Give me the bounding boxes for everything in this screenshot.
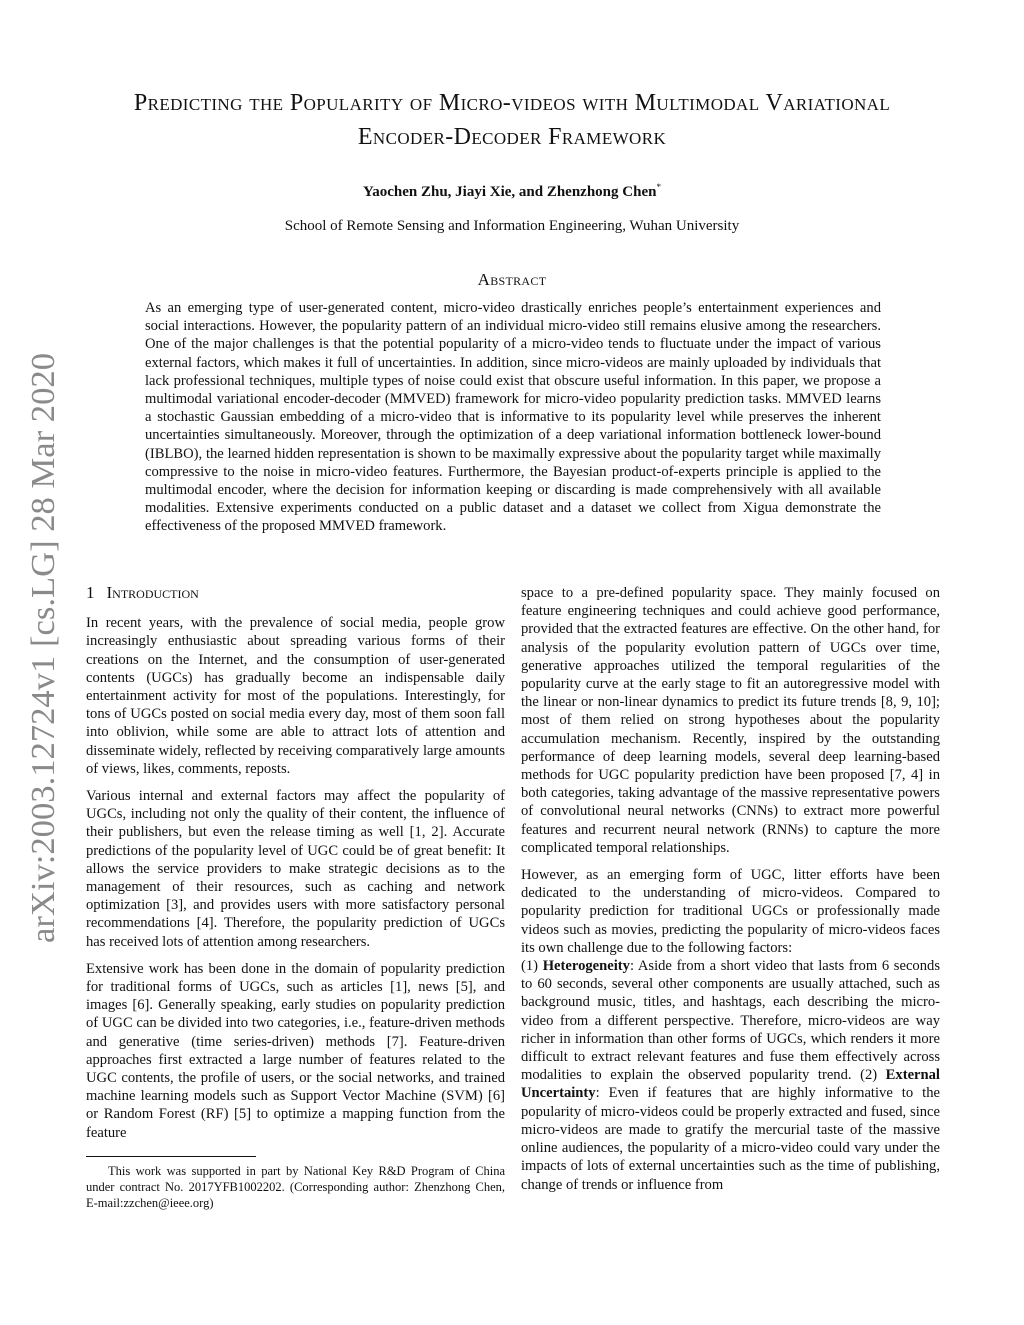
author-list — [70, 182, 954, 201]
section-number: 1 — [86, 583, 95, 602]
intro-paragraph-3: Extensive work has been done in the domain of popularity prediction for traditional forms of UGCs, such as articles [1], news [5], and images [6]. Generally speaking, early studies on popularity prediction of UGC can be divided into two categories, i.e., feature-driven methods and generative (time series-driven) methods [7]. Feature-driven approaches first extracted a large number of features related to the UGC contents, the profile of users, or the social networks, and trained machine learning models such as Support Vector Machine (SVM) [6] or Random Forest (RF) [5] to optimize a mapping function from the feature — [86, 960, 505, 1141]
intro-paragraph-5: However, as an emerging form of UGC, litter efforts have been dedicated to the understanding of micro-videos. Compared to popularity prediction for traditional UGCs or professionally made videos such as movies, predicting the popularity of micro-videos faces its own challenge due to the following factors: — [521, 867, 940, 956]
right-column — [521, 584, 940, 1203]
paper-title — [70, 86, 954, 154]
left-column — [86, 584, 505, 1220]
term-external-uncertainty: External Uncertainty — [521, 1067, 940, 1102]
section-title: Introduction — [106, 583, 199, 602]
footnote: This work was supported in part by National Key R&D Program of China under contract No. 2017YFB1002202. (Corresponding author: Zhenzhong Chen, E-mail:zzchen@ieee.org) — [86, 1163, 505, 1210]
section-heading — [86, 584, 505, 602]
factor-list-lead: (1) — [521, 958, 543, 975]
external-uncertainty-text: : Even if features that are highly informative to the popularity of micro-videos could be properly extracted and fused, since micro-videos are made to gratify the mercurial taste of the massive online audiences, the popularity of a micro-video could vary under the impacts of lots of external uncertainties such as the time of publishing, change of trends or influence from — [521, 1085, 940, 1193]
footnote-divider — [86, 1156, 256, 1157]
authors-text: Yaochen Zhu, Jiayi Xie, and Zhenzhong Chen — [363, 184, 657, 200]
heterogeneity-text: : Aside from a short video that lasts from 6 seconds to 60 seconds, several other components are usually attached, such as background music, titles, and hashtags, each describing the micro-video from a different perspective. Therefore, micro-videos are way richer in information than other forms of UGCs, which renders it more difficult to extract relevant features and fuse them effectively across modalities to explain the observed popularity trend. (2) — [521, 958, 941, 1084]
author-footnote-mark: * — [656, 182, 661, 192]
abstract-heading: Abstract — [477, 270, 547, 289]
title-line-1: Predicting the Popularity of Micro-videos with Multimodal Variational — [133, 90, 891, 116]
arxiv-identifier — [6, 348, 66, 948]
term-heterogeneity: Heterogeneity — [542, 958, 630, 975]
abstract-body: As an emerging type of user-generated content, micro-video drastically enriches people’s entertainment experiences and social interactions. However, the popularity pattern of an individual micro-video still remains elusive among the researchers. One of the major challenges is that the potential popularity of a micro-video tends to fluctuate under the impact of various external factors, which makes it full of uncertainties. In addition, since micro-videos are mainly uploaded by individuals that lack professional techniques, multiple types of noise could exist that obscure useful information. In this paper, we propose a multimodal variational encoder-decoder (MMVED) framework for micro-video popularity prediction tasks. MMVED learns a stochastic Gaussian embedding of a micro-video that is informative to its popularity level while preserves the inherent uncertainties simultaneously. Moreover, through the optimization of a deep variational information bottleneck lower-bound (IBLBO), the learned hidden representation is shown to be maximally expressive about the popularity target while maximally compressive to the noise in micro-video features. Furthermore, the Bayesian product-of-experts principle is applied to the multimodal encoder, where the decision for information keeping or discarding is made comprehensively with all available modalities. Extensive experiments conducted on a public dataset and a dataset we collect from Xigua demonstrate the effectiveness of the proposed MMVED framework. — [145, 300, 881, 535]
intro-paragraph-6 — [521, 957, 940, 1194]
intro-paragraph-4: space to a pre-defined popularity space. They mainly focused on feature engineering techniques and could achieve good performance, provided that the extracted features are effective. On the other hand, for analysis of the popularity evolution pattern of UGCs over time, generative approaches utilized the temporal regularities of the popularity curve at the early stage to fit an autoregressive model with the linear or non-linear dynamics to predict its future trends [8, 9, 10]; most of them relied on strong hypotheses about the popularity accumulation mechanism. Recently, inspired by the outstanding performance of deep learning models, several deep learning-based methods for UGC popularity prediction have been proposed [7, 4] in both categories, taking advantage of the massive representative powers of convolutional neural networks (CNNs) to extract more powerful features and recurrent neural network (RNNs) to capture the more complicated temporal relationships. — [521, 585, 940, 856]
intro-paragraph-1: In recent years, with the prevalence of social media, people grow increasingly enthusiastic about spreading various forms of their creations on the Internet, and the consumption of user-generated contents (UGCs) has gradually become an indispensable daily entertainment activity for most of the populations. Interestingly, for tons of UGCs posted on social media every day, most of them soon fall into oblivion, while some are able to attract lots of attention and disseminate widely, reflected by receiving comparatively large amounts of views, likes, comments, reposts. — [86, 615, 505, 777]
intro-paragraph-2: Various internal and external factors may affect the popularity of UGCs, including not only the quality of their content, the influence of their publishers, but even the release timing as well [1, 2]. Accurate predictions of the popularity level of UGC could be of great benefit: It allows the service providers to make strategic decisions as to the management of their resources, such as caching and network optimization [3], and provides users with more satisfactory personal recommendations [4]. Therefore, the popularity prediction of UGCs has received lots of attention among researchers. — [86, 788, 505, 950]
title-line-2: Encoder-Decoder Framework — [357, 124, 667, 150]
arxiv-identifier-text: arXiv:2003.12724v1 [cs.LG] 28 Mar 2020 — [25, 363, 62, 943]
affiliation: School of Remote Sensing and Information Engineering, Wuhan University — [284, 218, 740, 234]
